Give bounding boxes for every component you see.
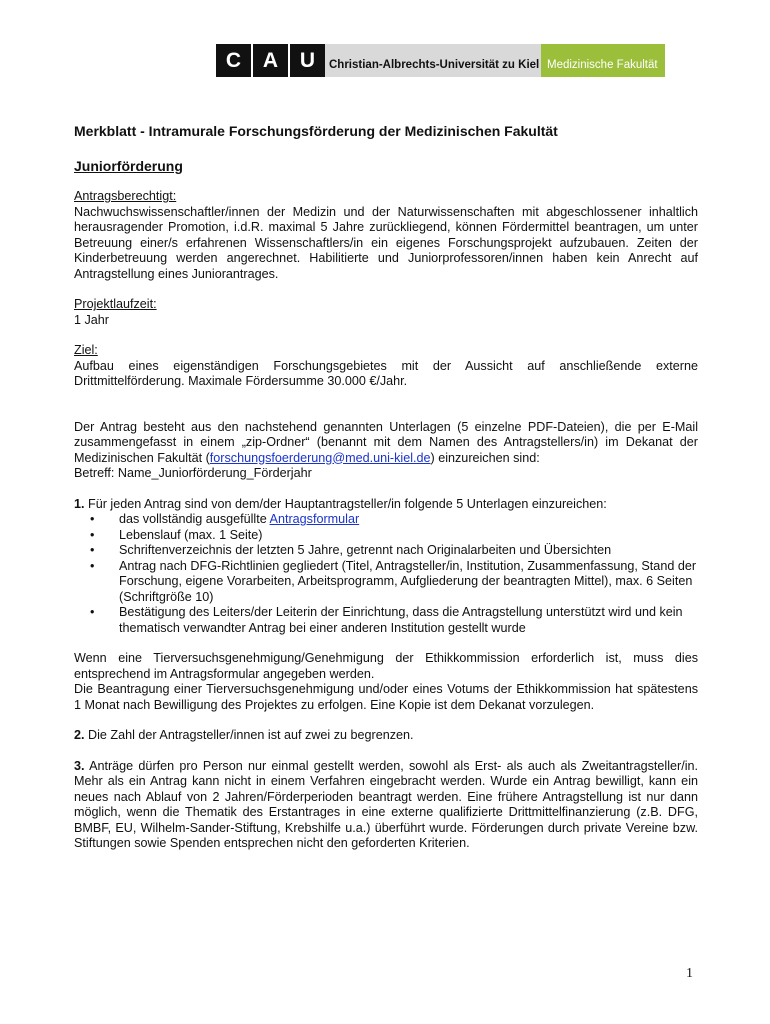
logo-letter-u: U [290,44,325,77]
submission-text [74,420,698,467]
eligibility-label: Antragsberechtigt: [74,189,177,203]
list-item: • Schriftenverzeichnis der letzten 5 Jahre, getrennt nach Originalarbeiten und Übersichten [74,543,698,559]
goal-label: Ziel: [74,343,98,357]
document-title: Merkblatt - Intramurale Forschungsförderung der Medizinischen Fakultät [74,123,558,139]
section-2-text: Die Zahl der Antragsteller/innen ist auf zwei zu begrenzen. [88,728,414,742]
duration-label: Projektlaufzeit: [74,297,157,311]
required-documents-list [74,512,698,636]
duration-text: 1 Jahr [74,312,110,327]
section-1-intro-text: Für jeden Antrag sind von dem/der Hauptantragsteller/in folgende 5 Unterlagen einzureichen: [88,496,607,511]
eligibility-text: Nachwuchswissenschaftler/innen der Medizin und der Naturwissenschaften mit abgeschlossener inhaltlich herausragender Promotion, i.d.R. maximal 5 Jahre zurückliegend, können Fördermittel beantragen, um unter Betreuung einer/s erfahrenen Wissenschaftlers/in ein eigenes Forschungsprojekt aufzubauen. Zeiten der Kinderbetreuung werden angerechnet. Habilitierte und Juniorprofessoren/innen haben kein Anrecht auf Antragstellung eines Juniorantrages. [74,204,698,281]
logo-university-name: Christian-Albrechts-Universität zu Kiel [325,44,541,77]
document-body [74,124,698,852]
duration-section [74,297,698,328]
submission-text-after: ) einzureichen sind: [430,450,540,465]
section-3 [74,759,698,852]
section-1-intro [74,497,698,513]
section-2 [74,728,698,744]
submission-subject: Betreff: Name_Juniorförderung_Förderjahr [74,466,312,480]
goal-section [74,343,698,390]
submission-section [74,420,698,482]
ethics-note-2: Die Beantragung einer Tierversuchsgenehmigung und/oder eines Votums der Ethikkommission hat spätestens 1 Monat nach Bewilligung des Projektes zu erfolgen. Eine Kopie ist dem Dekanat vorzulegen. [74,682,698,712]
list-item [74,512,698,528]
section-1-number: 1. [74,496,85,511]
logo-letter-a: A [253,44,288,77]
section-2-number: 2. [74,728,85,742]
list-item: • Antrag nach DFG-Richtlinien gegliedert (Titel, Antragsteller/in, Institution, Zusammenfassung, Stand der Forschung, eigene Vorarbeiten, Arbeitsprogramm, Aufgliederung der beantragten Mittel), max. 6 Seiten (Schriftgröße 10) [74,559,698,606]
application-form-link[interactable]: Antragsformular [269,512,360,526]
section-3-text: Anträge dürfen pro Person nur einmal gestellt werden, sowohl als Erst- als auch als Zweitantragsteller/in. Mehr als ein Antrag kann nicht in einem Verfahren eingebracht werden. Wurde ein Antrag bewilligt, kann ein neues nach Ablauf von 2 Jahren/Förderperioden beantragt werden. Eine frühere Antragstellung ist nur dann möglich, wenn die Thematik des Erstantrages in eine externe qualifizierte Drittmittelfinanzierung (z.B. DFG, BMBF, EU, Wilhelm-Sander-Stiftung, Krebshilfe u.a.) überführt wurde. Förderungen durch private Vereine bzw. Stiftungen sowie Spenden entsprechen nicht den geforderten Kriterien. [74,758,699,850]
submission-email-link[interactable]: forschungsfoerderung@med.uni-kiel.de [209,450,431,465]
ethics-note-1: Wenn eine Tierversuchsgenehmigung/Genehmigung der Ethikkommission erforderlich ist, muss dies entsprechend im Antragsformular angegeben werden. [74,651,698,681]
eligibility-section [74,189,698,282]
list-item: • Bestätigung des Leiters/der Leiterin der Einrichtung, dass die Antragstellung unterstützt wird und kein thematisch verwandter Antrag bei einer anderen Institution gestellt wurde [74,605,698,636]
logo-faculty-name: Medizinische Fakultät [541,44,665,77]
page-number: 1 [686,966,693,981]
submission-text-before: Der Antrag besteht aus den nachstehend genannten Unterlagen (5 einzelne PDF-Dateien), die per E-Mail zusammengefasst in einem „zip-Ordner“ (benannt mit dem Namen des Antragstellers/in) im Dekanat der Medizinischen Fakultät ( [74,419,698,465]
logo-letter-c: C [216,44,251,77]
list-item: • Lebenslauf (max. 1 Seite) [74,528,698,544]
document-subtitle: Juniorförderung [74,157,183,174]
goal-text: Aufbau eines eigenständigen Forschungsgebietes mit der Aussicht auf anschließende externe Drittmittelförderung. Maximale Fördersumme 30.000 €/Jahr. [74,358,698,388]
list-item-text: das vollständig ausgefüllte [119,512,267,526]
cau-logo [216,44,665,77]
ethics-notes [74,651,698,713]
section-3-number: 3. [74,758,85,773]
